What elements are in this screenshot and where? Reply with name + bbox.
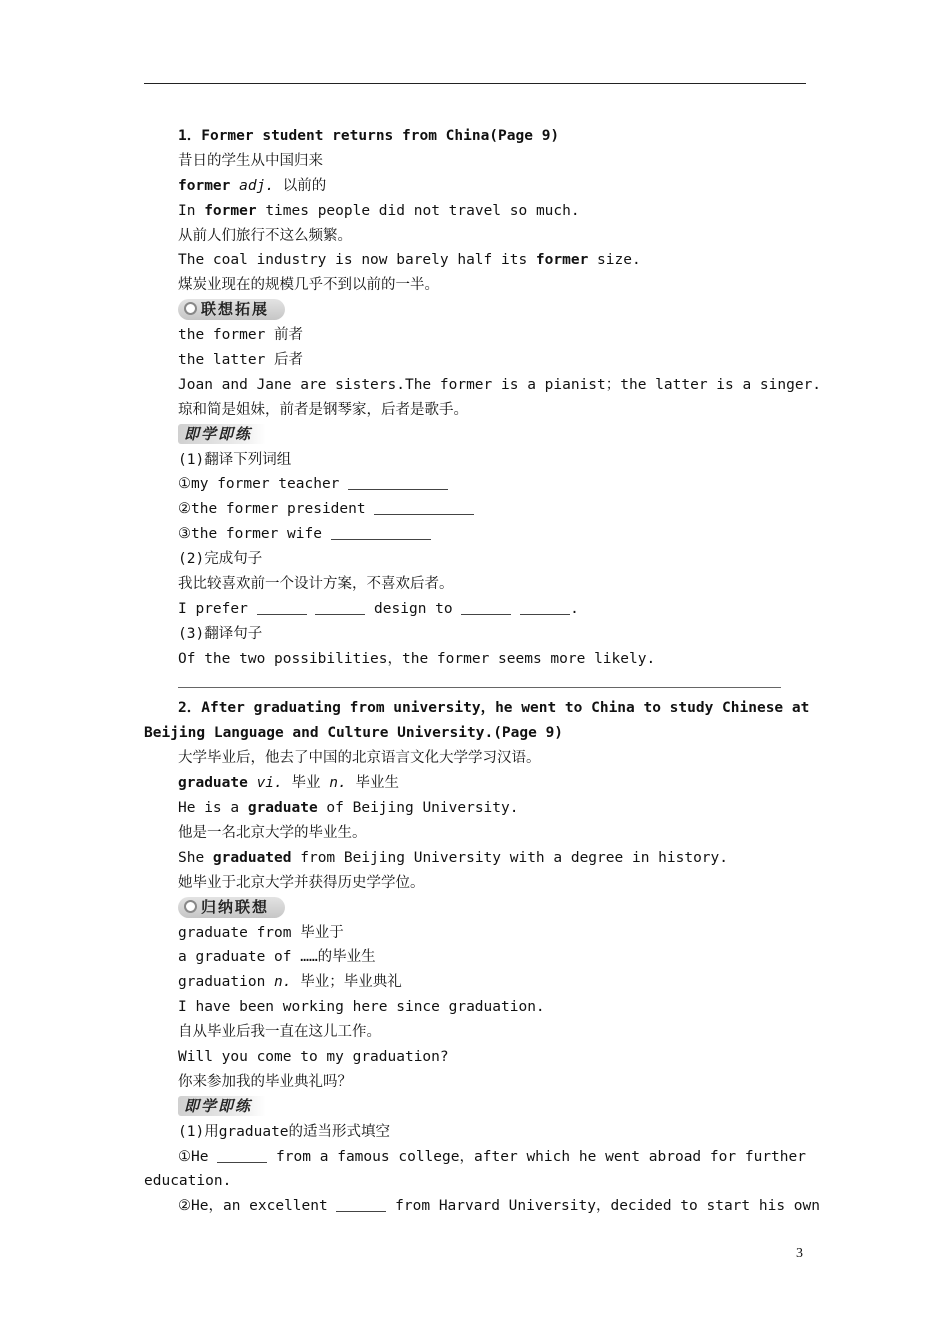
practice-3-sentence: Of the two possibilities，the former seems more likely. xyxy=(178,650,656,667)
section-badge xyxy=(178,299,285,320)
example-translation-2: 煤炭业现在的规模几乎不到以前的一半。 xyxy=(178,277,439,294)
section2-heading-cn: 大学毕业后，他去了中国的北京语言文化大学学习汉语。 xyxy=(178,750,541,767)
practice-1-item-a xyxy=(144,472,806,497)
extension-line-2: the latter 后者 xyxy=(178,352,304,369)
practice-2-title: (2)完成句子 xyxy=(178,551,263,568)
badge-label: 联想拓展 xyxy=(201,300,270,319)
extension-line-3: Joan and Jane are sisters.The former is a pianist；the latter is a singer. xyxy=(178,376,822,393)
answer-blank[interactable] xyxy=(461,600,511,615)
answer-line[interactable] xyxy=(144,672,806,697)
practice-1-item-b xyxy=(144,497,806,522)
example-sentence-1 xyxy=(144,199,806,224)
practice-4-item-a xyxy=(144,1145,806,1170)
answer-blank[interactable] xyxy=(336,1197,386,1212)
item-text: ③the former wife xyxy=(178,526,331,543)
part-of-speech: n. xyxy=(329,775,347,792)
practice-label: 即学即练 xyxy=(178,424,266,444)
induction-line-1: graduate from 毕业于 xyxy=(178,924,344,941)
section-badge xyxy=(178,897,285,918)
example-sentence-2 xyxy=(144,248,806,273)
badge-label: 归纳联想 xyxy=(201,897,270,916)
item-text: ②He，an excellent xyxy=(178,1198,337,1215)
example-translation-4: 她毕业于北京大学并获得历史学学位。 xyxy=(178,874,425,891)
section1-heading: 1．Former student returns from China(Page 9) xyxy=(178,128,560,144)
example-text: The coal industry is now barely half its xyxy=(178,252,536,269)
answer-blank[interactable] xyxy=(315,600,365,615)
header-rule xyxy=(144,83,806,84)
part-of-speech: n. xyxy=(274,974,292,991)
vocab-word: graduate xyxy=(178,775,248,792)
induction-line-2: a graduate of ……的毕业生 xyxy=(178,949,376,966)
vocab-meaning: 毕业生 xyxy=(346,775,399,792)
example-translation-1: 从前人们旅行不这么频繁。 xyxy=(178,227,352,244)
practice-4-item-a-cont: education. xyxy=(144,1173,232,1190)
practice-row xyxy=(144,423,806,448)
induction-line-4: I have been working here since graduation. xyxy=(178,999,545,1016)
vocab-entry-former xyxy=(144,174,806,199)
practice-2-sentence xyxy=(144,597,806,622)
practice-label: 即学即练 xyxy=(178,1096,266,1116)
item-text: 毕业；毕业典礼 xyxy=(291,974,402,991)
page-content xyxy=(144,124,822,1219)
item-text: from a famous college，after which he went abroad for further xyxy=(267,1148,806,1165)
example-text: of Beijing University. xyxy=(317,800,519,817)
answer-blank[interactable] xyxy=(520,600,570,615)
bullet-icon xyxy=(184,900,197,913)
example-text: He is a xyxy=(178,800,248,817)
example-translation-3: 他是一名北京大学的毕业生。 xyxy=(178,824,367,841)
item-text: graduation xyxy=(178,974,275,991)
example-sentence-3 xyxy=(144,796,806,821)
part-of-speech: adj. xyxy=(239,177,275,194)
vocab-entry-graduate xyxy=(144,771,806,796)
item-text: design to xyxy=(365,600,462,617)
answer-blank[interactable] xyxy=(374,500,474,515)
example-keyword: former xyxy=(204,202,257,219)
badge-row xyxy=(144,896,806,921)
practice-2-cn: 我比较喜欢前一个设计方案，不喜欢后者。 xyxy=(178,576,454,593)
vocab-word: former xyxy=(178,177,231,194)
induction-line-3 xyxy=(144,970,806,995)
example-keyword: graduate xyxy=(247,800,318,817)
item-text: ①my former teacher xyxy=(178,476,349,493)
example-text: size. xyxy=(588,252,641,269)
vocab-meaning: 以前的 xyxy=(274,177,327,194)
example-sentence-4 xyxy=(144,846,806,871)
practice-4-item-b xyxy=(144,1194,820,1219)
practice-3-title: (3)翻译句子 xyxy=(178,625,263,642)
item-text: from Harvard University，decided to start his own xyxy=(386,1198,820,1215)
example-text: from Beijing University with a degree in history. xyxy=(291,849,728,866)
section2-heading-line2: Beijing Language and Culture University.(Page 9) xyxy=(144,725,564,742)
answer-blank[interactable] xyxy=(257,600,307,615)
vocab-meaning: 毕业 xyxy=(282,775,330,792)
extension-line-1: the former 前者 xyxy=(178,327,304,344)
page-number: 3 xyxy=(796,1246,803,1261)
item-text: ②the former president xyxy=(178,501,375,518)
example-keyword: graduated xyxy=(212,849,292,866)
item-text: I prefer xyxy=(178,600,257,617)
example-text: times people did not travel so much. xyxy=(256,202,580,219)
bullet-icon xyxy=(184,302,197,315)
badge-row xyxy=(144,298,806,323)
extension-line-3-cn: 琼和简是姐妹，前者是钢琴家，后者是歌手。 xyxy=(178,401,468,418)
part-of-speech: vi. xyxy=(256,775,283,792)
example-text: In xyxy=(178,202,205,219)
item-text: ①He xyxy=(178,1148,218,1165)
practice-1-item-c xyxy=(144,522,806,547)
induction-line-5: Will you come to my graduation? xyxy=(178,1048,449,1065)
answer-blank[interactable] xyxy=(331,525,431,540)
practice-4-title: (1)用graduate的适当形式填空 xyxy=(178,1123,391,1140)
answer-blank[interactable] xyxy=(348,475,448,490)
section2-heading-line1: 2．After graduating from university，he went to China to study Chinese at xyxy=(178,700,810,717)
answer-blank[interactable] xyxy=(217,1148,267,1163)
practice-row xyxy=(144,1095,806,1120)
example-text: She xyxy=(178,849,213,866)
item-text: . xyxy=(570,600,579,617)
practice-1-title: (1)翻译下列词组 xyxy=(178,451,292,468)
section1-heading-cn: 昔日的学生从中国归来 xyxy=(178,152,323,169)
induction-line-4-cn: 自从毕业后我一直在这儿工作。 xyxy=(178,1024,381,1041)
induction-line-5-cn: 你来参加我的毕业典礼吗？ xyxy=(178,1073,352,1090)
example-keyword: former xyxy=(535,252,589,269)
